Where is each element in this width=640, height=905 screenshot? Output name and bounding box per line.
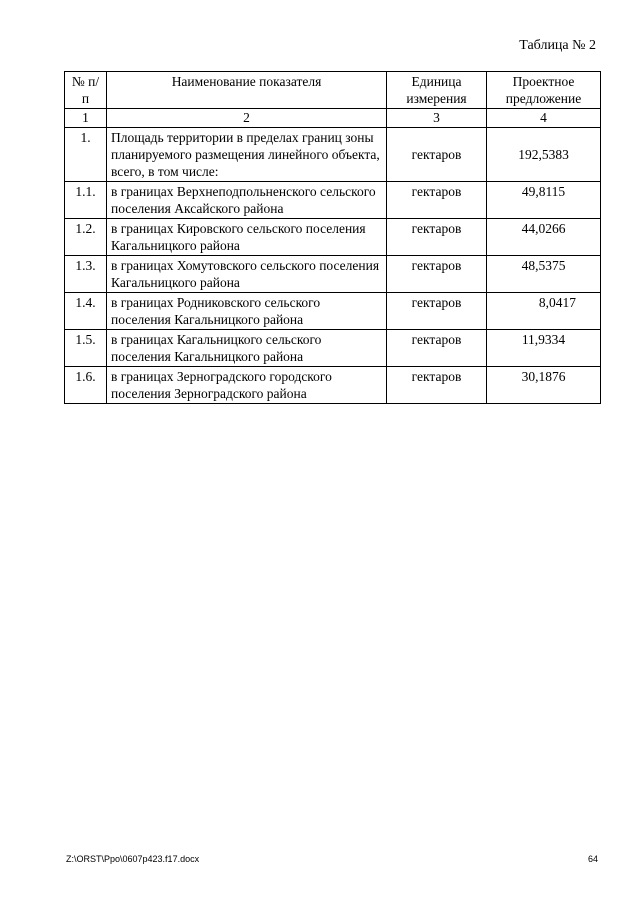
value: 48,5375 (487, 256, 601, 293)
indicator-name: в границах Родниковского сельского поселения Кагальницкого района (107, 293, 387, 330)
row-number: 1.6. (65, 367, 107, 404)
indicator-name: в границах Верхнеподпольненского сельского поселения Аксайского района (107, 182, 387, 219)
value: 8,0417 (487, 293, 601, 330)
value: 11,9334 (487, 330, 601, 367)
table-caption: Таблица № 2 (519, 38, 596, 53)
unit: гектаров (387, 128, 487, 182)
unit: гектаров (387, 330, 487, 367)
header-name: Наименование показателя (107, 72, 387, 109)
header-unit: Единица измерения (387, 72, 487, 109)
indicator-name: в границах Хомутовского сельского поселения Кагальницкого района (107, 256, 387, 293)
index-cell: 1 (65, 109, 107, 128)
table-row (65, 256, 601, 293)
unit: гектаров (387, 182, 487, 219)
unit: гектаров (387, 293, 487, 330)
row-number: 1.1. (65, 182, 107, 219)
index-cell: 2 (107, 109, 387, 128)
index-cell: 3 (387, 109, 487, 128)
indicators-table (64, 71, 601, 404)
table-row (65, 219, 601, 256)
footer-file-path: Z:\ORST\Ppo\0607p423.f17.docx (66, 854, 200, 864)
unit: гектаров (387, 219, 487, 256)
value: 44,0266 (487, 219, 601, 256)
header-num: № п/п (65, 72, 107, 109)
row-number: 1. (65, 128, 107, 182)
table-row (65, 367, 601, 404)
index-cell: 4 (487, 109, 601, 128)
value: 192,5383 (487, 128, 601, 182)
indicator-name: в границах Кагальницкого сельского поселения Кагальницкого района (107, 330, 387, 367)
row-number: 1.4. (65, 293, 107, 330)
table-row (65, 330, 601, 367)
header-value: Проектное предложение (487, 72, 601, 109)
column-index-row (65, 109, 601, 128)
table-row (65, 293, 601, 330)
value: 49,8115 (487, 182, 601, 219)
indicator-name: Площадь территории в пределах границ зоны планируемого размещения линейного объекта, всего, в том числе: (107, 128, 387, 182)
table-row (65, 182, 601, 219)
table-header-row (65, 72, 601, 109)
row-number: 1.3. (65, 256, 107, 293)
page-number: 64 (587, 854, 598, 864)
row-number: 1.2. (65, 219, 107, 256)
value: 30,1876 (487, 367, 601, 404)
row-number: 1.5. (65, 330, 107, 367)
table-row (65, 128, 601, 182)
indicator-name: в границах Кировского сельского поселения Кагальницкого района (107, 219, 387, 256)
indicator-name: в границах Зерноградского городского поселения Зерноградского района (107, 367, 387, 404)
unit: гектаров (387, 256, 487, 293)
unit: гектаров (387, 367, 487, 404)
